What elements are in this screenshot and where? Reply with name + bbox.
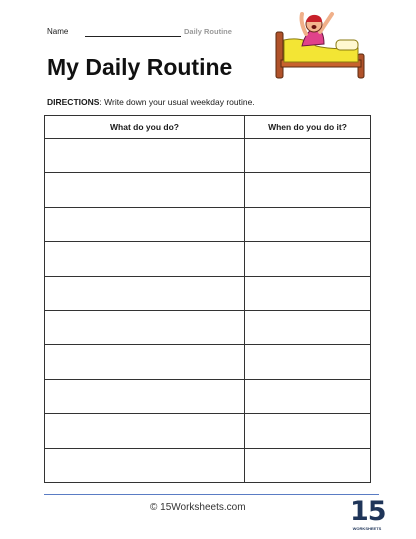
table-row [45, 207, 371, 241]
when-cell[interactable] [245, 276, 371, 310]
table-row [45, 448, 371, 482]
what-cell[interactable] [45, 345, 245, 379]
what-cell[interactable] [45, 448, 245, 482]
name-line[interactable] [85, 36, 181, 37]
name-row [47, 26, 277, 40]
page-title: My Daily Routine [47, 54, 233, 80]
what-cell[interactable] [45, 414, 245, 448]
table-row [45, 242, 371, 276]
when-cell[interactable] [245, 242, 371, 276]
what-cell[interactable] [45, 242, 245, 276]
when-cell[interactable] [245, 139, 371, 173]
footer-rule [44, 494, 379, 495]
name-label: Name [47, 27, 69, 36]
what-cell[interactable] [45, 276, 245, 310]
when-cell[interactable] [245, 207, 371, 241]
logo-number: 15 [350, 496, 386, 527]
footer-copyright: © 15Worksheets.com [150, 502, 246, 513]
what-cell[interactable] [45, 139, 245, 173]
table-row [45, 173, 371, 207]
column-header-what: What do you do? [45, 116, 245, 139]
table-header-row [45, 116, 371, 139]
table-row [45, 310, 371, 344]
when-cell[interactable] [245, 345, 371, 379]
table-row [45, 139, 371, 173]
when-cell[interactable] [245, 310, 371, 344]
table-row [45, 276, 371, 310]
what-cell[interactable] [45, 310, 245, 344]
when-cell[interactable] [245, 414, 371, 448]
what-cell[interactable] [45, 173, 245, 207]
worksheet-subtitle: Daily Routine [184, 27, 232, 36]
column-header-when: When do you do it? [245, 116, 371, 139]
when-cell[interactable] [245, 448, 371, 482]
directions-text: : Write down your usual weekday routine. [99, 97, 255, 107]
table-row [45, 414, 371, 448]
directions [47, 97, 255, 107]
person-stretching-in-bed-image [272, 10, 372, 80]
logo-wordmark: WORKSHEETS [352, 526, 382, 531]
table-row [45, 379, 371, 413]
when-cell[interactable] [245, 379, 371, 413]
directions-label: DIRECTIONS [47, 97, 100, 107]
what-cell[interactable] [45, 207, 245, 241]
routine-table [44, 115, 371, 483]
when-cell[interactable] [245, 173, 371, 207]
15worksheets-logo [350, 498, 384, 534]
table-row [45, 345, 371, 379]
what-cell[interactable] [45, 379, 245, 413]
